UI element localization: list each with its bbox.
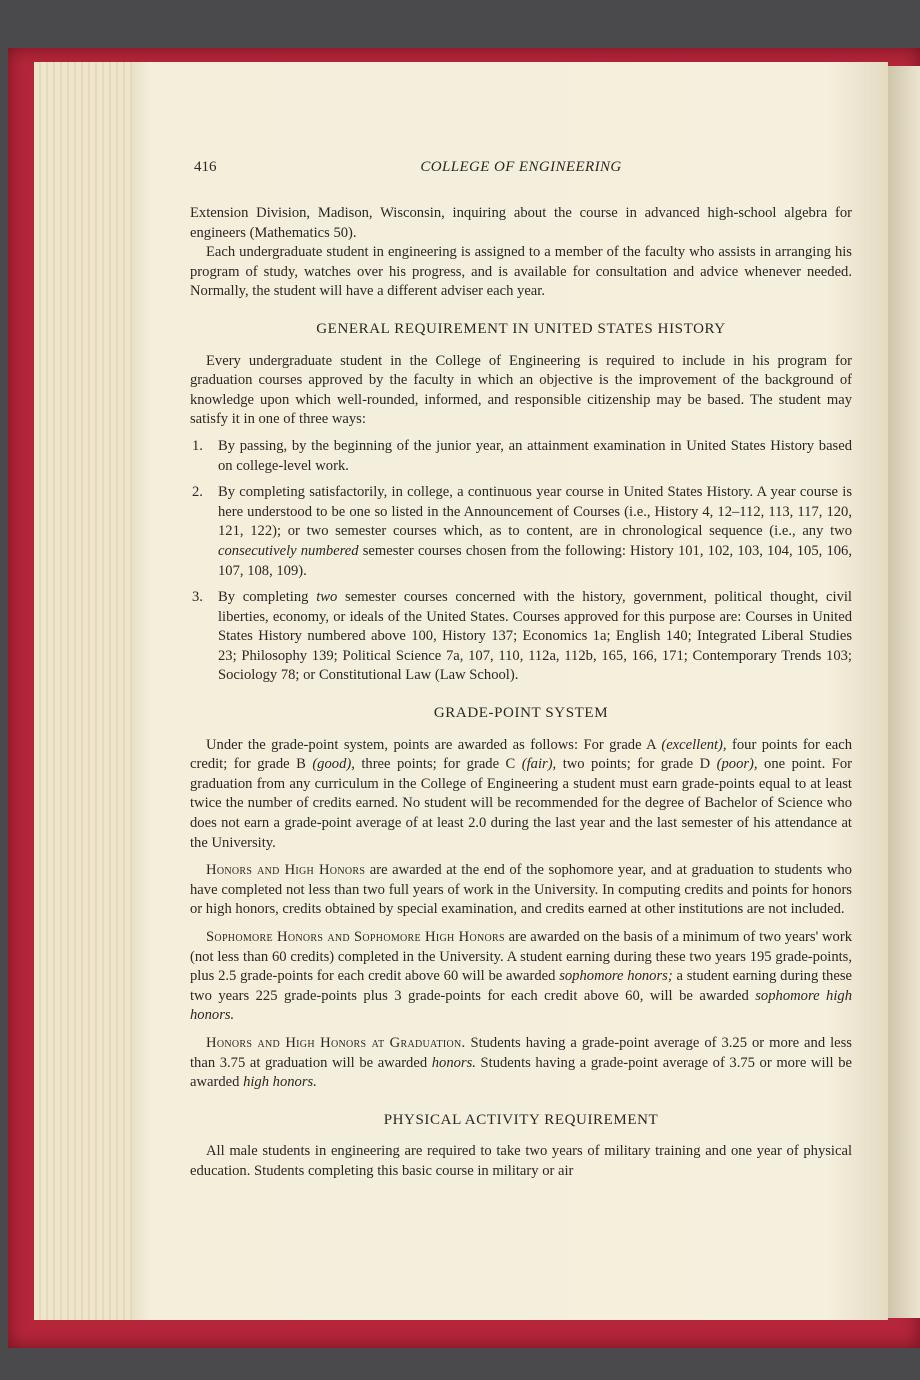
- intro-paragraph-1: Extension Division, Madison, Wisconsin, inquiring about the course in advanced high-school algebra for engineers (Mathematics 50).: [190, 205, 852, 241]
- grade-paragraph-sophomore: [190, 928, 852, 1026]
- item-text: By passing, by the beginning of the junior year, an attainment examination in United States History based on college-level work.: [218, 437, 852, 474]
- text-part: one point. For graduation from any curriculum in the College of Engineering a student must earn grade-points equal to at least twice the number of credits earned. No student will be recommended for the degree of Bachelor of Science who does not earn a grade-point average of at least 2.0 during the last year and the last semester of his attendance at the University.: [190, 756, 852, 851]
- text-part: four points for each credit; for grade B: [190, 736, 852, 773]
- item-number: 2.: [192, 484, 203, 501]
- item-text: [218, 588, 852, 686]
- page-edges: [34, 62, 135, 1320]
- history-intro: Every undergraduate student in the College of Engineering is required to include in his program for graduation courses approved by the faculty in which an objective is the improvement of the background of knowledge upon which well-rounded, informed, and responsible citizenship may be based. The student may satisfy it in one of three ways:: [190, 352, 852, 428]
- small-caps-lead: Honors and High Honors at Graduation.: [206, 1034, 466, 1051]
- item-number: 3.: [192, 589, 203, 606]
- text-part: are awarded on the basis of a minimum of two years' work (not less than 60 credits) completed in the University. A student earning during these two years 195 grade-points, plus 2.5 grade-points for each credit above 60 will be awarded: [190, 929, 852, 985]
- book-page: [132, 62, 888, 1320]
- item-number: 1.: [192, 437, 203, 454]
- physical-paragraph: All male students in engineering are required to take two years of military training and one year of physical education. Students completing this basic course in military or air: [190, 1143, 852, 1179]
- grade-paragraph-graduation: [190, 1034, 852, 1093]
- emphasis: sophomore honors;: [559, 968, 673, 985]
- emphasis: sophomore high honors.: [190, 987, 852, 1024]
- text-part: two points; for grade D: [556, 756, 717, 773]
- physical-heading: PHYSICAL ACTIVITY REQUIREMENT: [383, 1111, 659, 1128]
- grade-heading: GRADE-POINT SYSTEM: [433, 705, 609, 722]
- grade-paragraph-honors: [190, 861, 852, 920]
- running-head-title: COLLEGE OF ENGINEERING: [420, 159, 622, 175]
- page-number: 416: [194, 159, 217, 175]
- text-part: Students having a grade-point average of 3.25 or more and less than 3.75 at graduation will be awarded: [190, 1034, 852, 1071]
- grade-paragraph-1: [190, 736, 852, 854]
- history-item-3: [190, 588, 852, 686]
- adjacent-page-edge: [888, 66, 920, 1318]
- page-content: [190, 158, 852, 1182]
- history-heading: GENERAL REQUIREMENT IN UNITED STATES HISTORY: [316, 320, 726, 337]
- history-item-1: [190, 437, 852, 476]
- item-emphasis: two: [316, 589, 338, 606]
- emphasis: (fair),: [521, 756, 557, 773]
- item-emphasis: consecutively numbered: [218, 542, 359, 559]
- item-text-part: By completing satisfactorily, in college, a continuous year course in United States History. A year course is here understood to be one so listed in the Announcement of Courses (i.e., History 4, 12–112, 113, 117, 120, 121, 122); or two semester courses which, as to content, are in chronological sequence (i.e., any two: [218, 484, 852, 540]
- item-text-part: By completing: [218, 589, 317, 606]
- item-text-part: semester courses chosen from the following: History 101, 102, 103, 104, 105, 106, 107, 108, 109).: [218, 542, 852, 579]
- history-item-2: [190, 483, 852, 581]
- small-caps-lead: Sophomore Honors and Sophomore High Honors: [206, 929, 505, 945]
- emphasis: (excellent),: [661, 736, 727, 753]
- text-part: Students having a grade-point average of 3.75 or more will be awarded: [190, 1054, 852, 1091]
- text-part: a student earning during these two years 225 grade-points plus 3 grade-points for each credit above 60, will be awarded: [190, 968, 852, 1004]
- small-caps-lead: Honors and High Honors: [206, 862, 366, 879]
- item-text-part: semester courses concerned with the history, government, political thought, civil liberties, economy, or ideals of the United States. Courses approved for this purpose are: Courses in United States History numbered above 100, History 137; Economics 1a; English 140; Integrated Liberal Studies 23; Philosophy 139; Political Science 7a, 107, 110, 112a, 112b, 165, 166, 171; Contemporary Trends 103; Sociology 78; or Constitutional Law (Law School).: [218, 589, 852, 684]
- text-part: Under the grade-point system, points are awarded as follows: For grade A: [206, 736, 662, 753]
- text-part: are awarded at the end of the sophomore year, and at graduation to students who have completed not less than two full years of work in the University. In computing credits and points for honors or high honors, credits obtained by special examination, and credits earned at other institutions are not included.: [190, 862, 852, 918]
- emphasis: (good),: [312, 756, 355, 773]
- emphasis: (poor),: [716, 756, 758, 773]
- intro-paragraph-2: Each undergraduate student in engineering is assigned to a member of the faculty who assists in arranging his program of study, watches over his progress, and is available for consultation and advice whenever needed. Normally, the student will have a different adviser each year.: [190, 244, 852, 300]
- emphasis: high honors.: [243, 1074, 317, 1091]
- emphasis: honors.: [431, 1054, 476, 1071]
- running-head: [190, 158, 852, 182]
- text-part: three points; for grade C: [354, 756, 522, 773]
- item-text: [218, 483, 852, 581]
